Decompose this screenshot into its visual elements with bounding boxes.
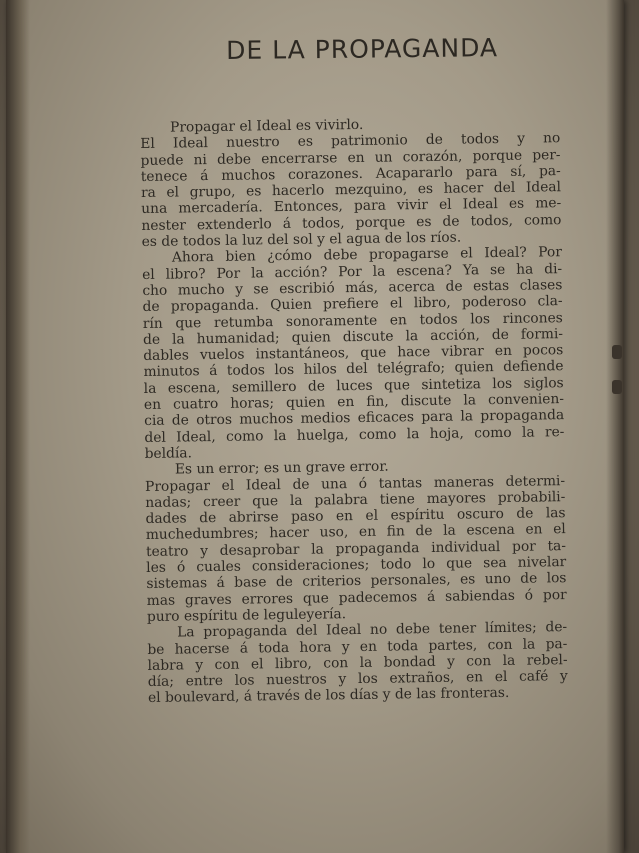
text-line: teatro y desaprobar la propaganda individual por ta- xyxy=(145,537,567,560)
book-gutter-shadow xyxy=(6,0,30,853)
text-line: Ahora bien ¿cómo debe propagarse el Ideal? Por xyxy=(171,244,563,266)
paragraph xyxy=(147,619,568,706)
text-line: beldía. xyxy=(144,445,193,462)
body-text xyxy=(140,114,569,760)
text-line: una mercadería. Entonces, para vivir el Ideal es me- xyxy=(141,195,562,218)
text-line: en cuatro horas; quien en fin, discute la convenien- xyxy=(143,391,565,414)
page-title: DE LA PROPAGANDA xyxy=(226,33,499,65)
text-line: rín que retumba sonoramente en todos los rincones xyxy=(142,309,563,332)
text-line: dables vuelos instantáneos, que hace vibrar en pocos xyxy=(143,342,564,365)
text-line: del Ideal, como la huelga, como la hoja, como la re- xyxy=(144,423,565,446)
text-line: Es un error; es un grave error. xyxy=(174,458,389,478)
text-line: cia de otros muchos medios eficaces para la propaganda xyxy=(144,407,565,430)
text-line: de la humanidad; quien discute la acción, de formi- xyxy=(142,325,564,348)
text-line: puede ni debe encerrarse en un corazón, porque per- xyxy=(140,146,561,169)
text-line: dades de abrirse paso en el espíritu oscuro de las xyxy=(145,505,566,528)
page-tear-mark xyxy=(612,380,622,394)
text-line: el libro? Por la acción? Por la escena? Ya se ha di- xyxy=(142,260,563,283)
text-line: muchedumbres; hacer uso, en fin de la escena en el xyxy=(145,521,566,544)
text-line: El Ideal nuestro es patrimonio de todos y no xyxy=(140,130,561,153)
text-line: La propaganda del Ideal no debe tener límites; de- xyxy=(177,619,568,641)
text-line: nester extenderlo á todos, porque es de todos, como xyxy=(141,211,562,234)
paragraph xyxy=(142,244,565,462)
text-line: Propagar el Ideal es vivirlo. xyxy=(169,116,364,136)
text-line: cho mucho y se escribió más, acerca de estas clases xyxy=(142,277,563,299)
text-line: es de todos la luz del sol y el agua de los ríos. xyxy=(141,229,462,251)
text-line: Propagar el Ideal de una ó tantas maneras determi- xyxy=(145,472,566,495)
text-line: be hacerse á toda hora y en toda partes, con la pa- xyxy=(147,635,568,658)
page-edge-shadow xyxy=(606,0,624,853)
text-line: ra el grupo, es hacerlo mezquino, es hacer del Ideal xyxy=(140,179,562,202)
text-line: mas graves errores que padecemos á sabiendas ó por xyxy=(146,586,567,609)
text-line: nadas; creer que la palabra tiene mayores probabili- xyxy=(145,488,566,511)
text-line: labra y con el libro, con la bondad y con la rebel- xyxy=(147,651,568,674)
text-line: de propaganda. Quien prefiere el libro, poderoso cla- xyxy=(142,293,563,316)
text-line: sistemas á base de criterios personales, es uno de los xyxy=(146,570,567,593)
page-tear-mark xyxy=(612,345,622,359)
text-line: el boulevard, á través de los días y de las fronteras. xyxy=(147,685,510,707)
text-line: la escena, semillero de luces que sintetiza los siglos xyxy=(143,374,564,397)
text-line: puro espíritu de leguleyería. xyxy=(146,606,347,625)
text-line: día; entre los nuestros y los extraños, en el café y xyxy=(147,668,568,691)
text-line: tenece á muchos corazones. Acapararlo para sí, pa- xyxy=(140,163,561,185)
paragraph xyxy=(140,130,562,250)
text-line: minutos á todos los hilos del telégrafo; quien defiende xyxy=(143,358,564,381)
paragraph xyxy=(145,473,567,626)
text-line: les ó cuales consideraciones; todo lo que sea nivelar xyxy=(146,554,567,576)
